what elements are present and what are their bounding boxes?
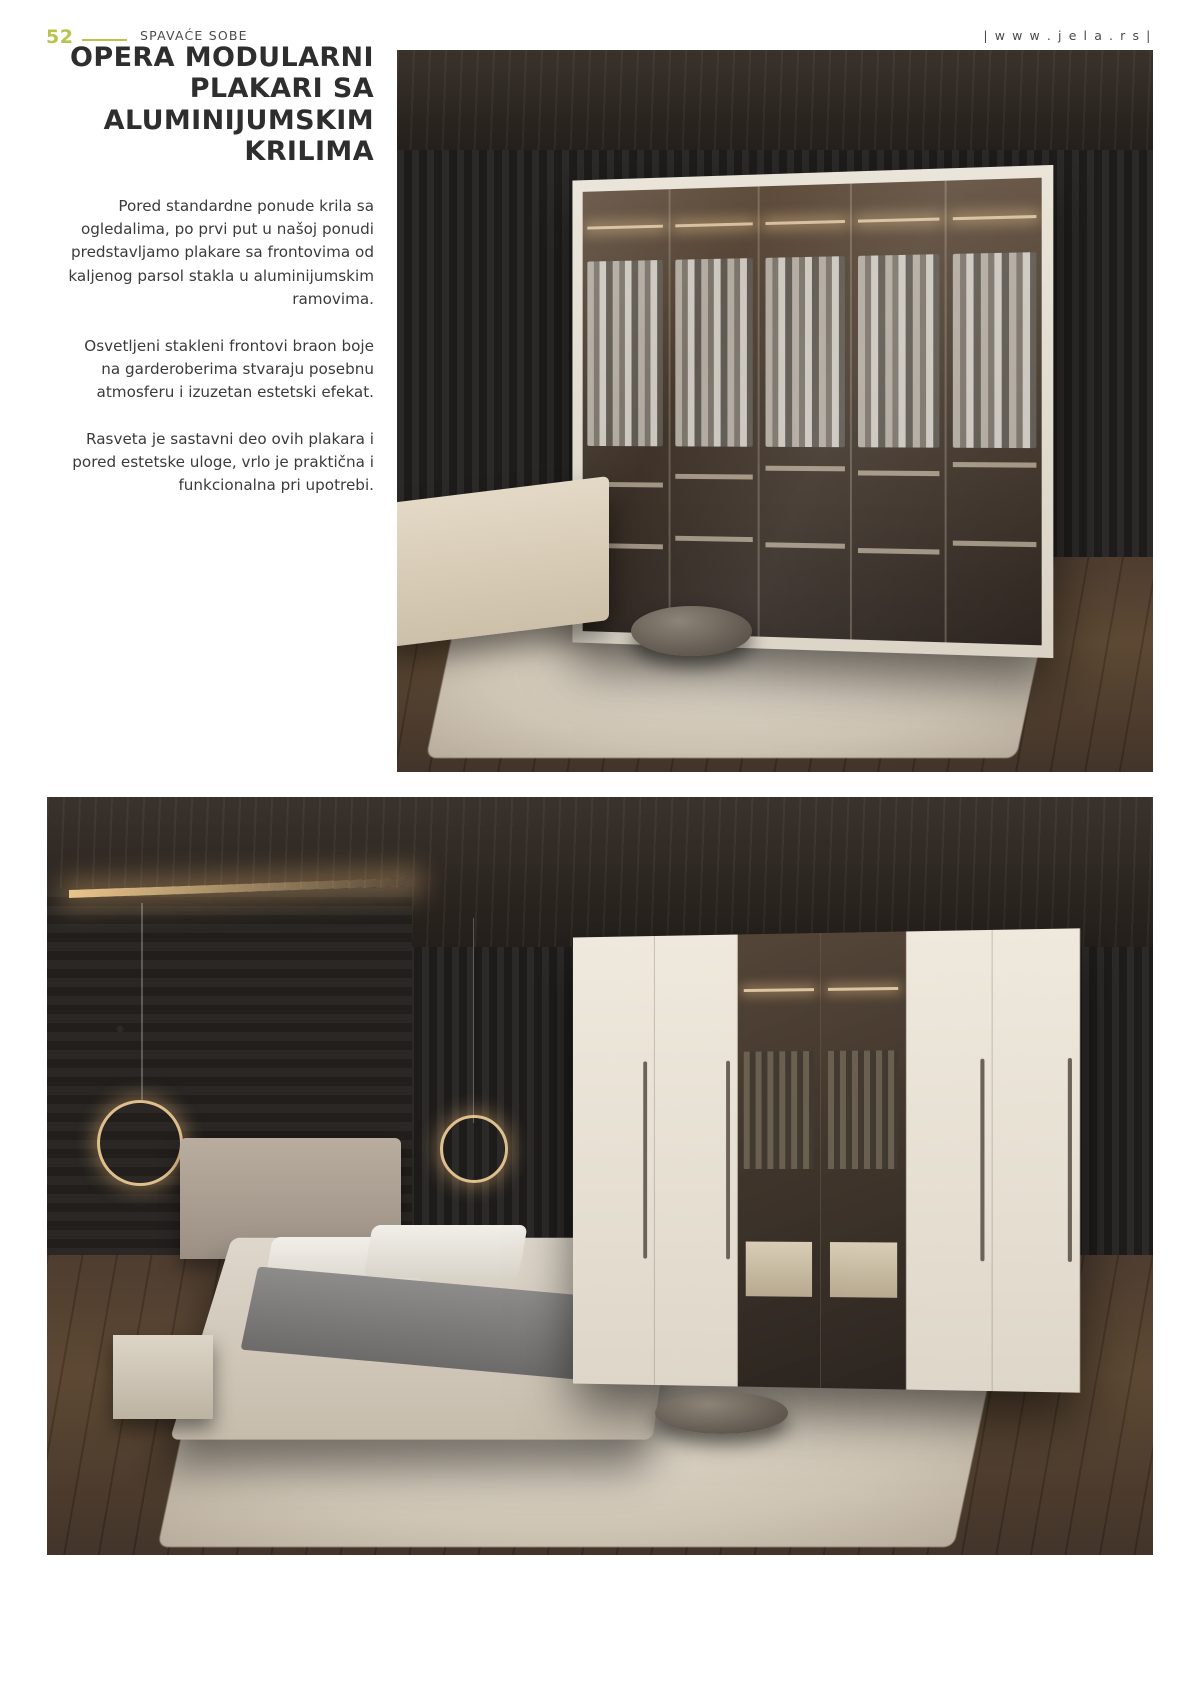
- page-header: [0, 14, 1200, 48]
- page-title: OPERA MODULARNI PLAKARI SA ALUMINIJUMSKIM KRILIMA: [70, 42, 374, 167]
- wardrobe-drawer: [746, 1242, 812, 1297]
- floor-cushion: [655, 1392, 788, 1434]
- ring-pendant-lamp: [440, 1115, 508, 1183]
- nightstand: [113, 1335, 213, 1418]
- ring-pendant-lamp: [97, 1100, 183, 1186]
- door-handle: [643, 1062, 647, 1259]
- hanging-clothes: [858, 254, 939, 448]
- pendant-lamp-cord: [473, 918, 475, 1123]
- room-photo-bedroom: [47, 797, 1153, 1555]
- hanging-clothes: [744, 1052, 814, 1170]
- hanging-clothes: [953, 252, 1037, 448]
- wardrobe-shelf: [858, 470, 939, 476]
- wardrobe-bay: [670, 186, 760, 636]
- header-divider-rule: [82, 39, 127, 41]
- wardrobe-shelf: [858, 548, 939, 555]
- wardrobe-shelf: [766, 465, 845, 471]
- interior-light-strip: [744, 988, 814, 992]
- door-handle: [726, 1061, 730, 1260]
- page-number: 52: [46, 26, 74, 48]
- hanging-clothes: [828, 1051, 899, 1170]
- wardrobe-door: [654, 935, 737, 1387]
- bed: [397, 477, 609, 649]
- product-photo-open-wardrobe: [397, 50, 1153, 772]
- wardrobe-shelf: [953, 540, 1037, 547]
- wardrobe-glass-door: [821, 932, 906, 1390]
- hanging-clothes: [766, 256, 845, 447]
- article-paragraph-2: Osvetljeni stakleni frontovi braon boje na garderoberima stvaraju posebnu atmosferu i izuzetan estetski efekat.: [84, 336, 374, 401]
- pillow: [363, 1225, 527, 1278]
- modular-wardrobe: [573, 929, 1080, 1393]
- wardrobe-door: [906, 930, 992, 1391]
- wardrobe-shelf: [953, 462, 1037, 468]
- wardrobe-door: [573, 936, 655, 1385]
- wardrobe-shelf: [676, 473, 753, 479]
- wardrobe-glass-door: [737, 933, 821, 1388]
- modular-wardrobe: [573, 165, 1054, 658]
- article-paragraph-3: Rasveta je sastavni deo ovih plakara i pored estetske uloge, vrlo je praktična i funkcionalna pri upotrebi.: [72, 430, 374, 495]
- pendant-lamp-cord: [141, 903, 143, 1100]
- hanging-clothes: [588, 260, 664, 446]
- article-text-column: [66, 42, 374, 521]
- wardrobe-interior: [583, 177, 1043, 644]
- door-handle: [1067, 1059, 1071, 1263]
- wardrobe-bay: [947, 177, 1042, 644]
- header-section-label: SPAVAĆE SOBE: [140, 28, 248, 43]
- hanging-clothes: [676, 258, 753, 447]
- wardrobe-shelf: [676, 535, 753, 541]
- interior-light-strip: [828, 987, 899, 991]
- wardrobe-shelf: [766, 542, 845, 548]
- scene-bottom: [47, 797, 1153, 1555]
- wardrobe-door: [992, 929, 1079, 1393]
- wardrobe-drawer: [830, 1243, 897, 1298]
- door-handle: [980, 1059, 984, 1262]
- scene-top: [397, 50, 1153, 772]
- article-paragraph-1: Pored standardne ponude krila sa ogledalima, po prvi put u našoj ponudi predstavljamo plakare sa frontovima od kaljenog parsol stakla u aluminijumskim ramovima.: [68, 197, 374, 308]
- wardrobe-bay: [760, 183, 852, 639]
- header-website-label: | w w w . j e l a . r s |: [983, 28, 1152, 43]
- wardrobe-bay: [853, 180, 948, 641]
